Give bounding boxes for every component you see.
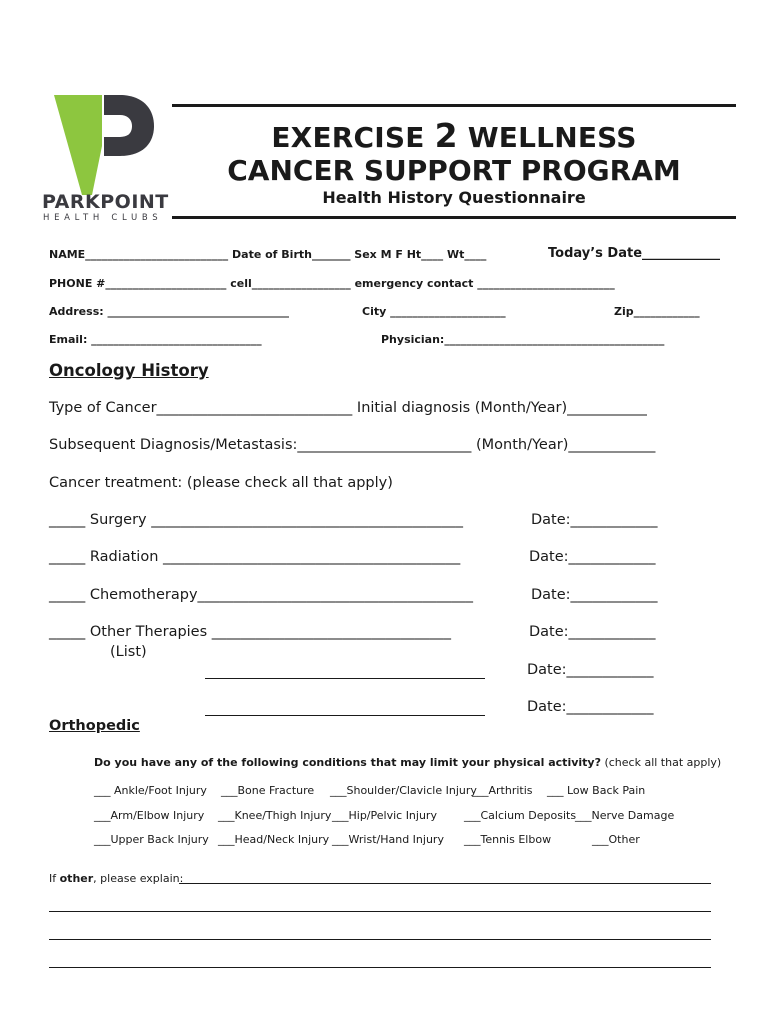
- program-title-line2: CANCER SUPPORT PROGRAM: [227, 154, 681, 187]
- condition-knee-thigh[interactable]: ___Knee/Thigh Injury: [218, 809, 332, 822]
- condition-calcium-deposits[interactable]: ___Calcium Deposits: [464, 809, 577, 822]
- oncology-heading: Oncology History: [49, 361, 209, 380]
- explain-suffix: , please explain:: [93, 872, 184, 885]
- radiation-date-field[interactable]: Date:____________: [529, 549, 656, 565]
- explain-label: [49, 872, 183, 885]
- explain-bold: other: [59, 872, 94, 885]
- condition-arm-elbow[interactable]: ___Arm/Elbow Injury: [94, 809, 205, 822]
- subsequent-diagnosis-field[interactable]: Subsequent Diagnosis/Metastasis:________________________ (Month/Year)____________: [49, 437, 656, 453]
- condition-other[interactable]: ___Other: [592, 833, 640, 846]
- orthopedic-question-text: Do you have any of the following conditions that may limit your physical activity?: [94, 756, 601, 769]
- address-field[interactable]: Address: _________________________________: [49, 305, 289, 318]
- surgery-checkbox-line[interactable]: _____ Surgery ___________________________________________: [49, 512, 463, 528]
- condition-shoulder-clavicle[interactable]: ___Shoulder/Clavicle Injury: [330, 784, 477, 797]
- explain-prefix: If: [49, 872, 60, 885]
- surgery-date-field[interactable]: Date:____________: [531, 512, 658, 528]
- title-number: 2: [434, 116, 458, 155]
- program-title-line1: [172, 116, 736, 155]
- personal-row-1[interactable]: NAME__________________________ Date of Birth_______ Sex M F Ht____ Wt____: [49, 248, 487, 261]
- chemotherapy-date-field[interactable]: Date:____________: [531, 587, 658, 603]
- other-therapy-line-2[interactable]: [205, 678, 485, 679]
- orthopedic-heading: Orthopedic: [49, 718, 140, 734]
- email-field[interactable]: Email: _______________________________: [49, 333, 262, 346]
- radiation-checkbox-line[interactable]: _____ Radiation _________________________________________: [49, 549, 461, 565]
- physician-field[interactable]: Physician:________________________________________: [381, 333, 665, 346]
- orthopedic-question: [94, 756, 721, 769]
- zip-field[interactable]: Zip____________: [614, 305, 700, 318]
- header-bottom-rule: [172, 216, 736, 219]
- logo-brand: PARKPOINT: [42, 191, 169, 213]
- form-subtitle: Health History Questionnaire: [322, 188, 586, 207]
- condition-bone-fracture[interactable]: ___Bone Fracture: [221, 784, 315, 797]
- list-label: (List): [110, 644, 147, 660]
- condition-low-back-pain[interactable]: ___ Low Back Pain: [547, 784, 646, 797]
- explain-line-2[interactable]: [49, 911, 711, 912]
- other-therapies-checkbox-line[interactable]: _____ Other Therapies _________________________________: [49, 624, 452, 640]
- condition-ankle-foot[interactable]: ___ Ankle/Foot Injury: [94, 784, 207, 797]
- orthopedic-question-note: (check all that apply): [600, 756, 722, 769]
- condition-wrist-hand[interactable]: ___Wrist/Hand Injury: [332, 833, 444, 846]
- condition-head-neck[interactable]: ___Head/Neck Injury: [218, 833, 330, 846]
- condition-hip-pelvic[interactable]: ___Hip/Pelvic Injury: [332, 809, 437, 822]
- condition-upper-back[interactable]: ___Upper Back Injury: [94, 833, 209, 846]
- other-therapy-date-2[interactable]: Date:____________: [527, 662, 654, 678]
- todays-date-field[interactable]: Today’s Date____________: [548, 246, 721, 261]
- condition-nerve-damage[interactable]: ___Nerve Damage: [575, 809, 675, 822]
- other-therapy-line-3[interactable]: [205, 715, 485, 716]
- chemotherapy-checkbox-line[interactable]: _____ Chemotherapy______________________________________: [49, 587, 474, 603]
- condition-tennis-elbow[interactable]: ___Tennis Elbow: [464, 833, 552, 846]
- personal-row-2[interactable]: PHONE #______________________ cell__________________ emergency contact _________________________: [49, 277, 615, 290]
- explain-line-1[interactable]: [179, 883, 711, 884]
- title-part2: WELLNESS: [457, 121, 637, 154]
- other-therapy-date-3[interactable]: Date:____________: [527, 699, 654, 715]
- title-part1: EXERCISE: [271, 121, 435, 154]
- city-field[interactable]: City _____________________: [362, 305, 506, 318]
- explain-line-4[interactable]: [49, 967, 711, 968]
- explain-line-3[interactable]: [49, 939, 711, 940]
- logo-subtitle: HEALTH CLUBS: [43, 213, 163, 223]
- treatment-prompt: Cancer treatment: (please check all that apply): [49, 475, 393, 491]
- header-top-rule: [172, 104, 736, 107]
- type-of-cancer-field[interactable]: Type of Cancer___________________________ Initial diagnosis (Month/Year)___________: [49, 400, 647, 416]
- condition-arthritis[interactable]: ___Arthritis: [472, 784, 533, 797]
- other-therapies-date-field[interactable]: Date:____________: [529, 624, 656, 640]
